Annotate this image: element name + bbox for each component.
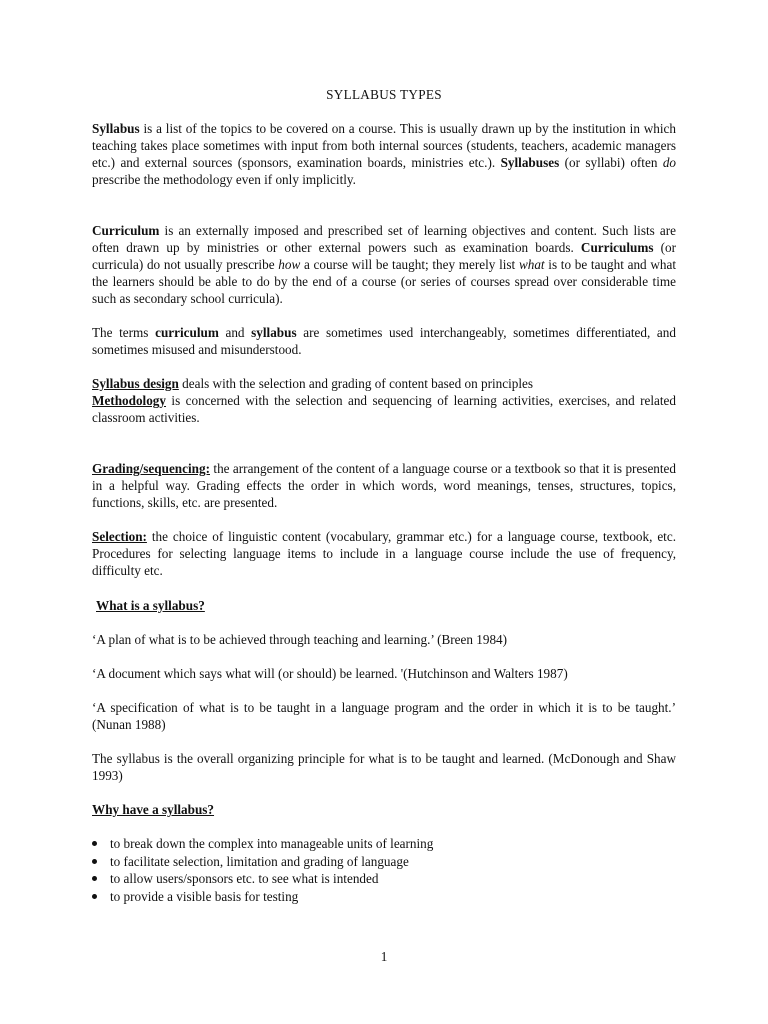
paragraph-text: the arrangement of the content of a language course or a textbook so that it is presented in a helpful way. Grading effects the order in which words, word meanings, tenses, structures, topics, functions, skills, etc. are presented. [92, 461, 676, 510]
syllabus-design-paragraph [92, 375, 676, 426]
list-item: to allow users/sponsors etc. to see what is intended [92, 870, 676, 888]
term-curriculum-inline: curriculum [155, 325, 219, 340]
bullet-icon [92, 876, 97, 881]
italic-word: do [662, 155, 677, 170]
quote-mcdonough-shaw: The syllabus is the overall organizing principle for what is to be taught and learned. (McDonough and Shaw 1993) [92, 751, 676, 783]
document-body [92, 86, 676, 905]
page-number: 1 [380, 949, 388, 964]
document-title: SYLLABUS TYPES [326, 87, 442, 102]
paragraph-text: is to be taught and what the learners should be able to do by the end of a course (or series of courses spread over considerable time such as secondary school curricula). [92, 257, 676, 306]
list-item: to break down the complex into manageable units of learning [92, 835, 676, 853]
quote-breen: ‘A plan of what is to be achieved through teaching and learning.’ (Breen 1984) [92, 632, 508, 647]
paragraph-text: deals with the selection and grading of content based on principles [178, 376, 533, 391]
paragraph-text: is concerned with the selection and sequencing of learning activities, exercises, and related classroom activities. [92, 393, 676, 425]
paragraph-text: and [218, 325, 252, 340]
term-syllabus-inline: syllabus [251, 325, 297, 340]
paragraph-text: prescribe the methodology even if only implicitly. [92, 172, 356, 187]
italic-word: how [278, 257, 301, 272]
curriculum-definition-paragraph [92, 222, 676, 307]
paragraph-text: the choice of linguistic content (vocabulary, grammar etc.) for a language course, textbook, etc. Procedures for selecting language items to include in a language course include the use of frequency, difficulty etc. [92, 529, 676, 578]
list-item: to provide a visible basis for testing [92, 888, 676, 906]
paragraph-text: The terms [92, 325, 156, 340]
paragraph-text: (or curricula) do not usually prescribe [92, 240, 676, 272]
paragraph-text: are sometimes used interchangeably, sometimes differentiated, and sometimes misused and misunderstood. [92, 325, 676, 357]
grading-paragraph [92, 460, 676, 511]
list-item: to facilitate selection, limitation and grading of language [92, 853, 676, 871]
term-methodology: Methodology [92, 393, 166, 408]
section-heading-what-is-syllabus: What is a syllabus? [96, 598, 205, 613]
bullet-icon [92, 841, 97, 846]
quote-nunan: ‘A specification of what is to be taught in a language program and the order in which it is to be taught.’ (Nunan 1988) [92, 700, 676, 732]
italic-word: what [518, 257, 545, 272]
section-heading-why-have-syllabus: Why have a syllabus? [92, 802, 215, 817]
term-selection: Selection: [92, 529, 147, 544]
bullet-icon [92, 859, 97, 864]
bullet-icon [92, 894, 97, 899]
paragraph-text: (or syllabi) often [559, 155, 663, 170]
term-syllabus-design: Syllabus design [92, 376, 179, 391]
selection-paragraph [92, 528, 676, 579]
syllabus-definition-paragraph [92, 120, 676, 188]
term-grading-sequencing: Grading/sequencing: [92, 461, 210, 476]
reasons-list [92, 835, 676, 905]
terms-paragraph [92, 324, 676, 358]
term-curriculum: Curriculum [92, 223, 160, 238]
paragraph-text: is a list of the topics to be covered on a course. This is usually drawn up by the institution in which teaching takes place sometimes with input from both internal sources (students, teachers, academic managers etc.) and external sources (sponsors, examination boards, ministries etc.). [92, 121, 676, 170]
term-syllabus: Syllabus [92, 121, 140, 136]
quote-hutchinson-walters: ‘A document which says what will (or should) be learned. '(Hutchinson and Walters 1987) [92, 666, 568, 681]
paragraph-text: a course will be taught; they merely list [300, 257, 519, 272]
term-curriculums: Curriculums [580, 240, 654, 255]
term-syllabuses: Syllabuses [500, 155, 560, 170]
paragraph-text: is an externally imposed and prescribed set of learning objectives and content. Such lists are often drawn up by ministries or other external powers such as examination boards. [92, 223, 676, 255]
